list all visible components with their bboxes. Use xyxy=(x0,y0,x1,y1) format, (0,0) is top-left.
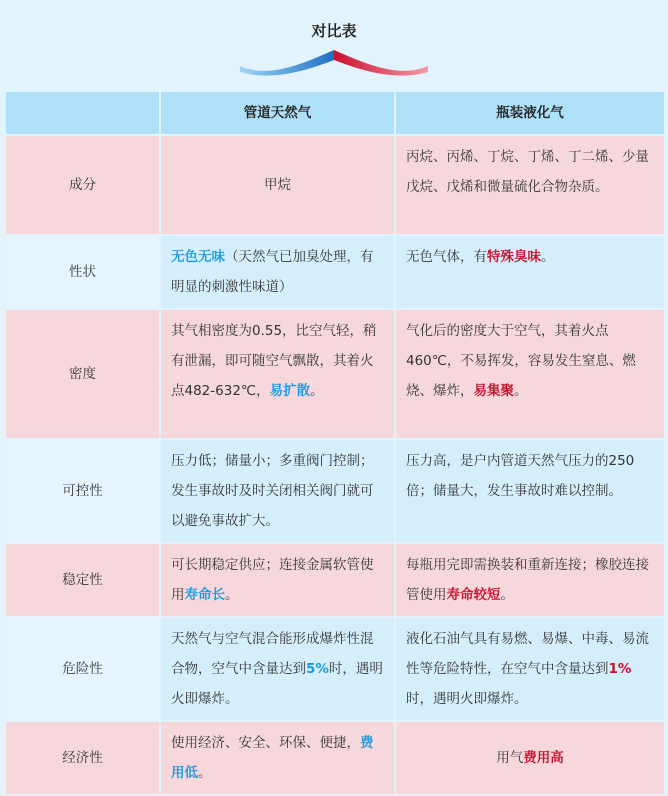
cell-text: 用气 xyxy=(496,750,524,766)
highlight-text: 易扩散 xyxy=(269,383,311,399)
pipeline-gas-cell xyxy=(160,439,395,543)
cell-text: 。 xyxy=(514,383,528,399)
highlight-text: 易集聚 xyxy=(473,383,514,399)
bottled-lpg-cell xyxy=(395,309,665,439)
table-header-row xyxy=(5,91,665,135)
cell-text: 。 xyxy=(500,587,514,603)
comparison-table xyxy=(4,90,666,796)
row-label: 性状 xyxy=(5,235,160,309)
highlight-text: 1% xyxy=(608,661,632,677)
cell-text: 时，遇明火即爆炸。 xyxy=(171,661,383,707)
pipeline-gas-cell xyxy=(160,235,395,309)
table-row xyxy=(5,439,665,543)
bottled-lpg-cell xyxy=(395,721,665,795)
row-label: 可控性 xyxy=(5,439,160,543)
cell-text: 。 xyxy=(198,765,212,781)
bottled-lpg-cell xyxy=(395,135,665,235)
cell-text: 无色气体，有 xyxy=(406,249,487,265)
cell-text: 压力低；储量小；多重阀门控制；发生事故时及时关闭相关阀门就可以避免事故扩大。 xyxy=(171,453,374,529)
pipeline-gas-cell xyxy=(160,617,395,721)
cell-text: 。 xyxy=(310,383,324,399)
cell-text: 其气相密度为0.55，比空气轻，稍有泄漏，即可随空气飘散，其着火点482-632℃， xyxy=(171,323,377,399)
cell-text: 甲烷 xyxy=(264,177,291,193)
pipeline-gas-cell xyxy=(160,543,395,617)
table-row xyxy=(5,135,665,235)
table-row xyxy=(5,721,665,795)
bottled-lpg-cell xyxy=(395,439,665,543)
row-label: 密度 xyxy=(5,309,160,439)
pipeline-gas-cell xyxy=(160,721,395,795)
cell-text: 使用经济、安全、环保、便捷， xyxy=(171,735,360,751)
page-title: 对比表 xyxy=(311,22,357,40)
table-row xyxy=(5,309,665,439)
cell-text: 。 xyxy=(225,587,239,603)
bottled-lpg-cell xyxy=(395,235,665,309)
cell-text: （天然气已加臭处理，有明显的刺激性味道） xyxy=(171,249,374,295)
cell-text: 丙烷、丙烯、丁烷、丁烯、丁二烯、少量戊烷、戊烯和微量硫化合物杂质。 xyxy=(406,149,649,195)
cell-text: 液化石油气具有易燃、易爆、中毒、易流性等危险特性，在空气中含量达到 xyxy=(406,631,649,677)
bottled-lpg-cell xyxy=(395,543,665,617)
highlight-text: 费用低 xyxy=(171,735,374,781)
cell-text: 。 xyxy=(541,249,555,265)
header-empty xyxy=(5,91,160,135)
ribbon-decoration xyxy=(238,44,430,78)
table-row xyxy=(5,235,665,309)
pipeline-gas-cell xyxy=(160,309,395,439)
highlight-text: 无色无味 xyxy=(171,249,225,265)
highlight-text: 寿命较短 xyxy=(446,587,501,603)
cell-text: 可长期稳定供应；连接金属软管使用 xyxy=(171,557,374,603)
row-label: 危险性 xyxy=(5,617,160,721)
cell-text: 天然气与空气混合能形成爆炸性混合物，空气中含量达到 xyxy=(171,631,374,677)
highlight-text: 费用高 xyxy=(523,750,564,766)
bottled-lpg-cell xyxy=(395,617,665,721)
header-pipeline-gas: 管道天然气 xyxy=(160,91,395,135)
row-label: 经济性 xyxy=(5,721,160,795)
highlight-text: 特殊臭味 xyxy=(487,249,541,265)
cell-text: 时，遇明火即爆炸。 xyxy=(406,691,528,707)
table-row xyxy=(5,543,665,617)
cell-text: 气化后的密度大于空气，其着火点460℃，不易挥发，容易发生窒息、燃烧、爆炸， xyxy=(406,323,636,399)
cell-text: 每瓶用完即需换装和重新连接；橡胶连接管使用 xyxy=(406,557,649,603)
pipeline-gas-cell xyxy=(160,135,395,235)
table-row xyxy=(5,617,665,721)
cell-text: 压力高，是户内管道天然气压力的250倍；储量大，发生事故时难以控制。 xyxy=(406,453,635,499)
highlight-text: 5% xyxy=(306,661,329,677)
highlight-text: 寿命长 xyxy=(184,587,225,603)
row-label: 稳定性 xyxy=(5,543,160,617)
row-label: 成分 xyxy=(5,135,160,235)
header-bottled-lpg: 瓶装液化气 xyxy=(395,91,665,135)
header xyxy=(0,0,668,90)
